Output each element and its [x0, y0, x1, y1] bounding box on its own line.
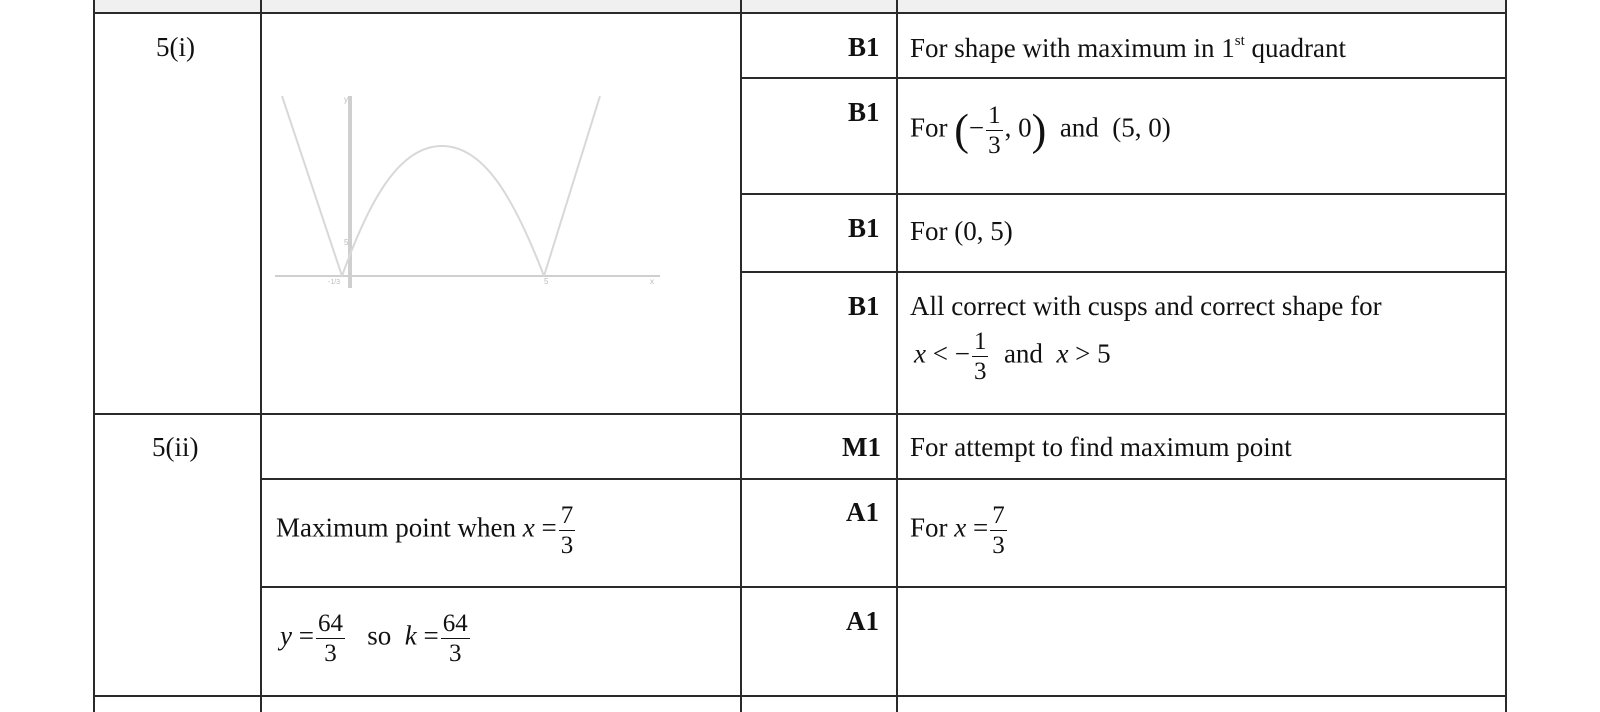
- x-tick-label: -1/3: [328, 279, 341, 286]
- table-rule: [740, 271, 1507, 273]
- table-border-left: [93, 0, 95, 712]
- mark-note: For (0, 5): [910, 216, 1013, 246]
- mark-note: For shape with maximum in 1st quadrant: [910, 33, 1346, 63]
- mark-code: B1: [848, 32, 880, 62]
- table-rule: [93, 413, 1507, 415]
- fraction: $\frac{64}{3}$: [317, 610, 343, 667]
- table-rule: [740, 193, 1507, 195]
- mark-note-condition: x < − $\frac{1}{3}$ and x > 5: [914, 328, 1111, 385]
- mark-code: M1: [842, 432, 881, 462]
- question-number: 5(i): [156, 32, 195, 62]
- table-border-col2: [260, 0, 262, 712]
- mark-note: For x = $\frac{7}{3}$: [910, 502, 1005, 559]
- fraction: $\frac{7}{3}$: [560, 502, 574, 559]
- mark-note: For attempt to find maximum point: [910, 432, 1292, 462]
- mark-code: B1: [848, 213, 880, 243]
- mark-code: B1: [848, 97, 880, 127]
- fraction: $\frac{1}{3}$: [988, 102, 1001, 159]
- table-border-right: [1505, 0, 1507, 712]
- x-axis-label: x: [650, 277, 654, 286]
- left-branch: [282, 96, 342, 276]
- table-border-col4: [896, 0, 898, 712]
- working-line: y = $\frac{64}{3}$ so k = $\frac{64}{3}$: [280, 610, 468, 667]
- table-rule: [260, 586, 1507, 588]
- mark-code: A1: [846, 497, 879, 527]
- table-rule: [93, 695, 1507, 697]
- hump: [342, 146, 544, 276]
- working-line: Maximum point when x = $\frac{7}{3}$: [276, 502, 574, 559]
- y-axis-label: y: [344, 95, 348, 104]
- table-border-col3: [740, 0, 742, 712]
- x-tick-label: 5: [544, 277, 549, 286]
- fraction: $\frac{64}{3}$: [442, 610, 468, 667]
- right-branch: [544, 96, 600, 276]
- table-rule: [740, 77, 1507, 79]
- table-rule: [93, 12, 1507, 14]
- question-number: 5(ii): [152, 432, 199, 462]
- mark-code: A1: [846, 606, 879, 636]
- mark-code: B1: [848, 291, 880, 321]
- fraction: $\frac{1}{3}$: [973, 328, 987, 385]
- table-rule: [260, 478, 1507, 480]
- modulus-graph: [270, 88, 670, 298]
- y-tick-label: 5: [344, 238, 349, 247]
- mark-note: All correct with cusps and correct shape for: [910, 291, 1382, 321]
- mark-note: For (− $\frac{1}{3}$ , 0) and (5, 0): [910, 102, 1171, 159]
- fraction: $\frac{7}{3}$: [992, 502, 1005, 559]
